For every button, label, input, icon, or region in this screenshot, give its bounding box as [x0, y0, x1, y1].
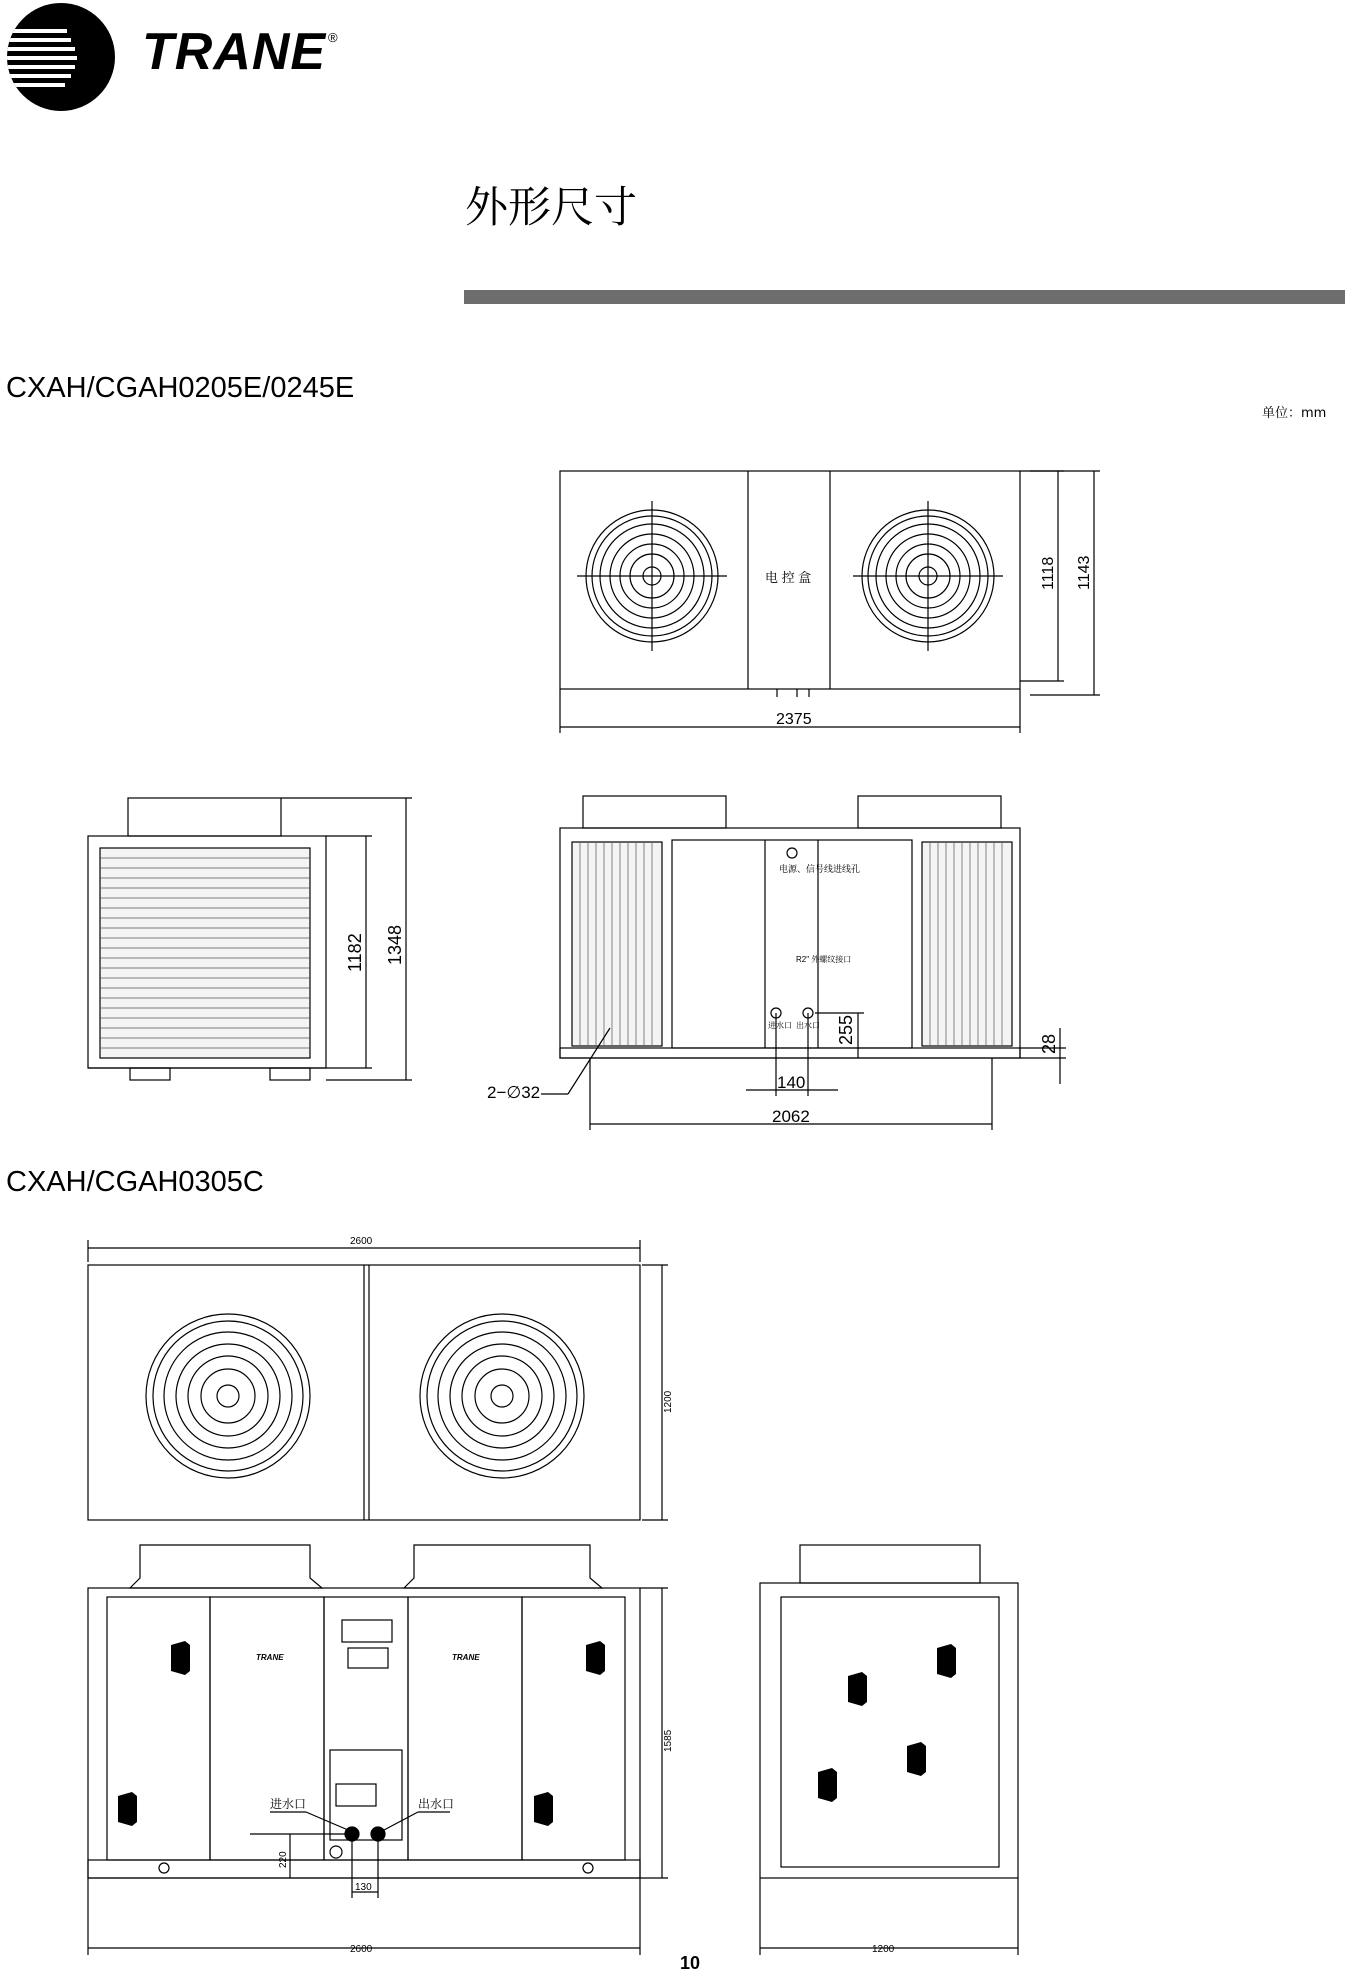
dim-1182: 1182 [345, 933, 365, 972]
dim-1585: 1585 [663, 1729, 674, 1752]
dim-2600-bottom: 2600 [350, 1944, 373, 1955]
model-1-front-view [487, 796, 1066, 1130]
inlet-label: 进水口 [270, 1797, 307, 1811]
fan-icon [853, 501, 1003, 651]
fan-icon [420, 1314, 584, 1478]
unit-note: 单位：mm [1262, 406, 1327, 421]
model-2-side-view [760, 1545, 1018, 1955]
handle-icon [118, 1792, 137, 1826]
model-heading-2: CXAH/CGAH0305C [6, 1166, 264, 1198]
panel-brand: TRANE [452, 1653, 480, 1662]
outlet-label: 出水口 [418, 1797, 455, 1811]
model-2-top-view [88, 1236, 674, 1520]
handle-icon [171, 1641, 190, 1675]
model-heading-1: CXAH/CGAH0205E/0245E [6, 372, 355, 404]
dim-2062: 2062 [772, 1107, 810, 1126]
model-1-side-view [88, 798, 412, 1080]
dim-1118: 1118 [1040, 556, 1057, 590]
wiring-hole-label: 电源、信号线进线孔 [779, 864, 861, 874]
dim-130: 130 [355, 1882, 372, 1893]
handle-icon [907, 1742, 926, 1776]
handle-icon [534, 1792, 553, 1826]
dim-2375: 2375 [776, 711, 812, 728]
page-title: 外形尺寸 [465, 183, 637, 233]
inlet-label: 进水口 [768, 1021, 792, 1030]
dim-1200-top: 1200 [663, 1390, 674, 1413]
dim-2600-top: 2600 [350, 1236, 373, 1247]
handle-icon [818, 1768, 837, 1802]
control-box-label: 电 控 盒 [765, 570, 812, 585]
model-2-front-view [88, 1545, 674, 1955]
outlet-label: 出水口 [796, 1021, 820, 1030]
dim-1143: 1143 [1076, 555, 1093, 590]
fan-icon [146, 1314, 310, 1478]
hole-label: 2−∅32 [487, 1083, 541, 1102]
thread-label: R2" 外螺纹接口 [796, 955, 852, 964]
model-1-top-view [560, 471, 1100, 733]
brand-name: TRANE [142, 23, 327, 81]
dim-255: 255 [836, 1014, 856, 1045]
handle-icon [848, 1672, 867, 1706]
handle-icon [586, 1641, 605, 1675]
dim-220: 220 [278, 1851, 289, 1868]
dim-28: 28 [1039, 1033, 1059, 1054]
dim-1348: 1348 [385, 924, 405, 965]
handle-icon [937, 1644, 956, 1678]
dim-1200-side: 1200 [872, 1944, 895, 1955]
registered-mark: ® [328, 30, 338, 45]
page-number: 10 [680, 1953, 701, 1973]
fan-icon [577, 501, 727, 651]
panel-brand: TRANE [256, 1653, 284, 1662]
dim-140: 140 [777, 1073, 806, 1092]
